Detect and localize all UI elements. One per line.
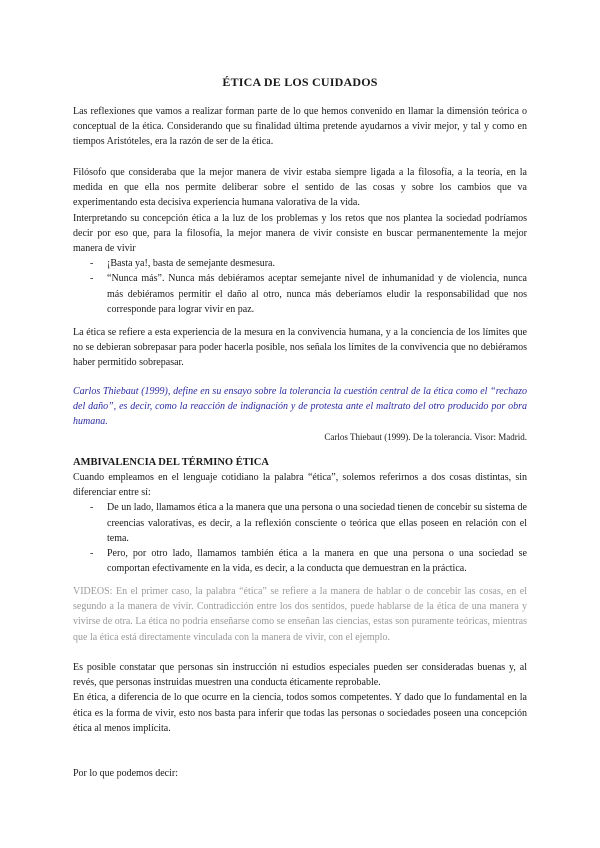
closing-line: Por lo que podemos decir:: [73, 768, 178, 779]
ambivalence-section: [73, 455, 527, 576]
list-item: - “Nunca más”. Nunca más debiéramos aceptar semejante nivel de inhumanidad y de violencia, nunca más debiéramos permitir el daño al otro, nunca más deberíamos eludir la responsabilidad que nos corresponde para lograr vivir en paz.: [90, 273, 527, 315]
list-item: - ¡Basta ya!, basta de semejante desmesura.: [73, 256, 527, 271]
section-heading: AMBIVALENCIA DEL TÉRMINO ÉTICA: [73, 457, 269, 468]
ambivalence-list: [73, 500, 527, 576]
philosopher-section: [73, 165, 527, 317]
exclamation-list: [73, 256, 527, 317]
videos-note: VIDEOS: En el primer caso, la palabra “ética” se refiere a la manera de hablar o de concebir las cosas, en el segundo a la manera de vivir. Contradicción entre los dos sentidos, puede hablarse de la ética de una manera y vivirse de otra. La ética no podría enseñarse como se enseñan las ciencias, estas son puramente teóricas, mientras que la ética está directamente vinculada con la manera de vivir, con el ejemplo.: [73, 586, 527, 643]
philosopher-paragraph-2: Interpretando su concepción ética a la luz de los problemas y los retos que nos plantea la sociedad podríamos decir por eso que, para la filosofía, la mejor manera de vivir consiste en buscar permanentemente la mejor manera de vivir: [73, 212, 527, 255]
ambivalence-paragraph: Cuando empleamos en el lenguaje cotidiano la palabra “ética”, solemos referirnos a dos cosas distintas, sin diferenciar entre sí:: [73, 472, 527, 499]
dash-bullet: -: [90, 548, 94, 560]
list-item: - Pero, por otro lado, llamamos también ética a la manera en que una persona o una sociedad se comportan efectivamente en la vida, es decir, a la conducta que demuestran en la práctica.: [90, 548, 527, 575]
intro-paragraph: Las reflexiones que vamos a realizar forman parte de lo que hemos convenido en llamar la dimensión teórica o conceptual de la ética. Considerando que su finalidad última pretende ayudarnos a vivir mejor, y tal y como en tiempos Aristóteles, era la razón de ser de la ética.: [73, 106, 527, 148]
citation: Carlos Thiebaut (1999). De la tolerancia. Visor: Madrid.: [324, 431, 527, 442]
dash-bullet: -: [90, 273, 94, 285]
dash-bullet: -: [90, 502, 94, 514]
philosopher-paragraph-1: Filósofo que consideraba que la mejor manera de vivir estaba siempre ligada a la filosofía, a la teoría, en la medida en que ella nos permite deliberar sobre el sentido de las cosas y sobre los cambios que va experimentando esta decisiva experiencia humana valorativa de la vida.: [73, 167, 527, 209]
list-item: - De un lado, llamamos ética a la manera que una persona o una sociedad tienen de concebir su sistema de creencias valorativas, es decir, a la reflexión consciente o teórica que ellas poseen en relación con el tema.: [90, 502, 527, 544]
dash-bullet: -: [90, 258, 94, 270]
quote-text: Carlos Thiebaut (1999), define en su ensayo sobre la tolerancia la cuestión central de la ética como el “rechazo del daño”, es decir, como la reacción de indignación y de protesta ante el maltrato del otro producido por obra humana.: [73, 386, 527, 428]
quote-block: [73, 384, 527, 444]
conclusion-section: [73, 660, 527, 736]
measure-paragraph: La ética se refiere a esta experiencia de la mesura en la convivencia humana, y a la conciencia de los límites que no se debieran sobrepasar para poder hacerla posible, nos señala los límites de la convivencia que no debiéramos haber permitido sobrepasar.: [73, 327, 527, 369]
document-title: ÉTICA DE LOS CUIDADOS: [222, 75, 378, 89]
conclusion-paragraph-1: Es posible constatar que personas sin instrucción ni estudios especiales pueden ser consideradas buenas y, al revés, que personas instruidas muestren una conducta éticamente reprobable.: [73, 662, 527, 689]
conclusion-paragraph-2: En ética, a diferencia de lo que ocurre en la ciencia, todos somos competentes. Y dado que lo fundamental en la ética es la forma de vivir, esto nos basta para inferir que todas las personas o sociedades poseen una concepción ética al menos implícita.: [73, 692, 527, 734]
